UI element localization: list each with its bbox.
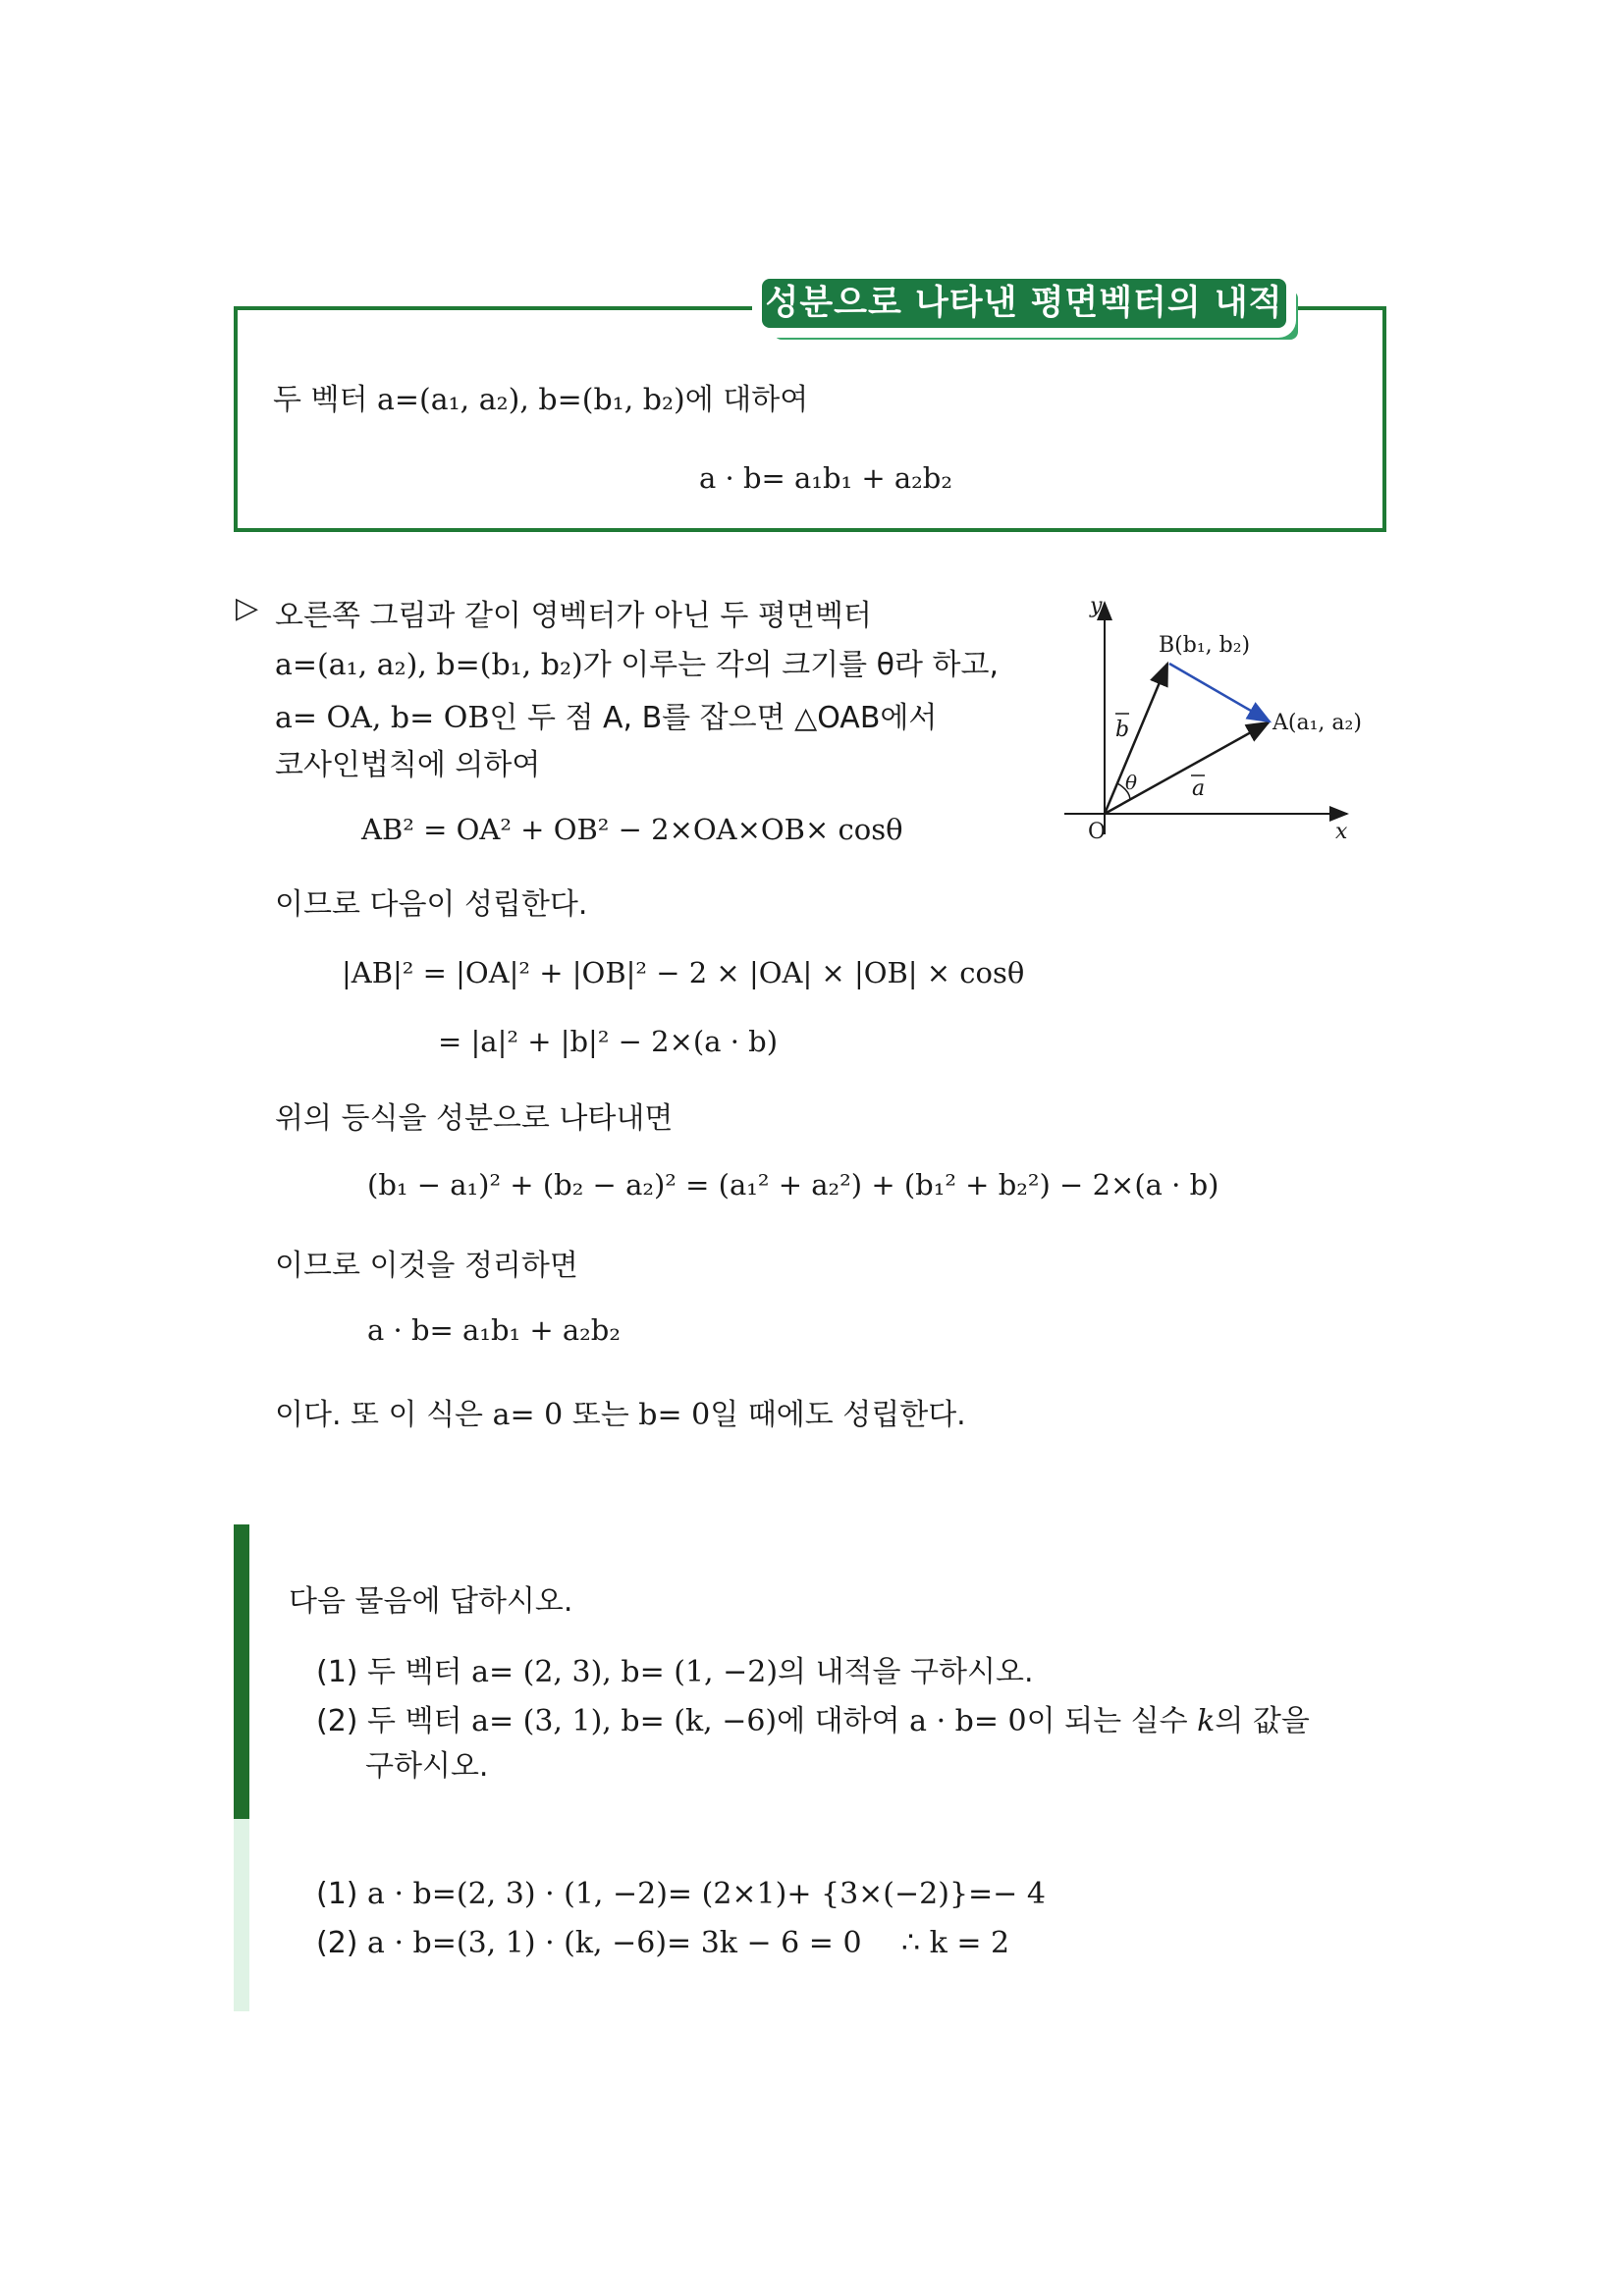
bullet-marker: ▷: [236, 591, 259, 625]
vector-ab-arrow: [1169, 664, 1270, 721]
magnitude-equation: |AB|² = |OA|² + |OB|² − 2 × |OA| × |OB| × cosθ: [342, 956, 1025, 989]
example-prompt: 다음 물음에 답하시오.: [289, 1584, 573, 1619]
magnitude-equation-continued: = |a|² + |b|² − 2×(a · b): [438, 1025, 779, 1058]
proof-line-3-math: a= OA, b= OB: [275, 701, 490, 735]
zero-vector-a: a= 0: [492, 1398, 564, 1432]
question-2-line-2: 구하시오.: [365, 1749, 489, 1784]
component-equation: (b₁ − a₁)² + (b₂ − a₂)² = (a₁² + a₂²) + (b₁² + b₂²) − 2×(a · b): [367, 1168, 1219, 1201]
proof-line-1: 오른쪽 그림과 같이 영벡터가 아닌 두 평면벡터: [275, 599, 872, 633]
proof-line-8: [275, 1390, 966, 1433]
proof-line-7: 이므로 이것을 정리하면: [275, 1249, 578, 1283]
question-2-label: (2): [316, 1704, 358, 1738]
answer-1-math: a · b=(2, 3) · (1, −2)= (2×1)+ {3×(−2)}=− 4: [367, 1877, 1046, 1911]
proof-line-2: [275, 640, 999, 683]
zero-vector-b: b= 0: [638, 1398, 711, 1432]
question-2-k: k: [1197, 1704, 1216, 1738]
proof-line-2-math: a=(a₁, a₂), b=(b₁, b₂): [275, 648, 583, 682]
vector-diagram: [1060, 589, 1394, 854]
question-1-label: (1): [316, 1655, 358, 1689]
question-1-post: 의 내적을 구하시오.: [778, 1655, 1034, 1689]
proof-line-4: 코사인법칙에 의하여: [275, 748, 541, 782]
definition-title: 성분으로 나타낸 평면벡터의 내적: [762, 279, 1286, 328]
law-of-cosines-equation: AB² = OA² + OB² − 2×OA×OB× cosθ: [361, 813, 903, 846]
question-2-mid: 에 대하여: [777, 1704, 900, 1738]
answer-2-math: a · b=(3, 1) · (k, −6)= 3k − 6 = 0: [367, 1926, 862, 1960]
answer-2-result: ∴ k = 2: [901, 1926, 1010, 1960]
proof-line-8-post: 일 때에도 성립한다.: [710, 1398, 966, 1432]
example-bar: [234, 1524, 249, 1819]
point-b-label: B(b₁, b₂): [1159, 633, 1251, 658]
question-1: [316, 1647, 1033, 1690]
question-1-pre: 두 벡터: [367, 1655, 462, 1689]
x-axis-label: x: [1335, 820, 1348, 844]
vector-a-label: a: [1192, 776, 1206, 801]
angle-theta-label: θ: [1125, 771, 1138, 794]
question-2-post-2: 의 값을: [1215, 1704, 1310, 1738]
solution-bar: [234, 1819, 249, 2011]
question-1-math: a= (2, 3), b= (1, −2): [471, 1655, 779, 1689]
question-2: [316, 1696, 1310, 1739]
origin-label: O: [1088, 820, 1107, 844]
answer-2: [316, 1926, 862, 1960]
proof-line-8-mid: 또는: [571, 1398, 629, 1432]
definition-intro: [273, 375, 808, 418]
proof-line-3-text: 인 두 점 A, B를 잡으면 △OAB에서: [489, 701, 938, 735]
question-2-math-2: a · b= 0: [909, 1704, 1027, 1738]
proof-line-5: 이므로 다음이 성립한다.: [275, 887, 588, 922]
intro-vectors: a=(a₁, a₂), b=(b₁, b₂): [377, 383, 685, 417]
result-equation: a · b= a₁b₁ + a₂b₂: [367, 1313, 621, 1347]
answer-2-label: (2): [316, 1926, 358, 1960]
point-a-label: A(a₁, a₂): [1272, 711, 1362, 735]
intro-post: 에 대하여: [684, 383, 809, 417]
proof-line-8-pre: 이다. 또 이 식은: [275, 1398, 484, 1432]
question-2-math: a= (3, 1), b= (k, −6): [471, 1704, 778, 1738]
vector-b-label: b: [1115, 718, 1130, 742]
answer-1: [316, 1877, 1046, 1911]
question-2-pre: 두 벡터: [367, 1704, 462, 1738]
proof-line-2-text: 가 이루는 각의 크기를 θ라 하고,: [582, 648, 1000, 682]
question-2-post: 이 되는 실수: [1026, 1704, 1188, 1738]
definition-formula: a · b= a₁b₁ + a₂b₂: [699, 461, 952, 495]
definition-box: [234, 306, 1386, 532]
y-axis-label: y: [1090, 594, 1103, 618]
proof-line-6: 위의 등식을 성분으로 나타내면: [275, 1101, 674, 1136]
intro-pre: 두 벡터: [273, 383, 368, 417]
answer-1-label: (1): [316, 1877, 358, 1911]
proof-line-3: [275, 693, 937, 736]
